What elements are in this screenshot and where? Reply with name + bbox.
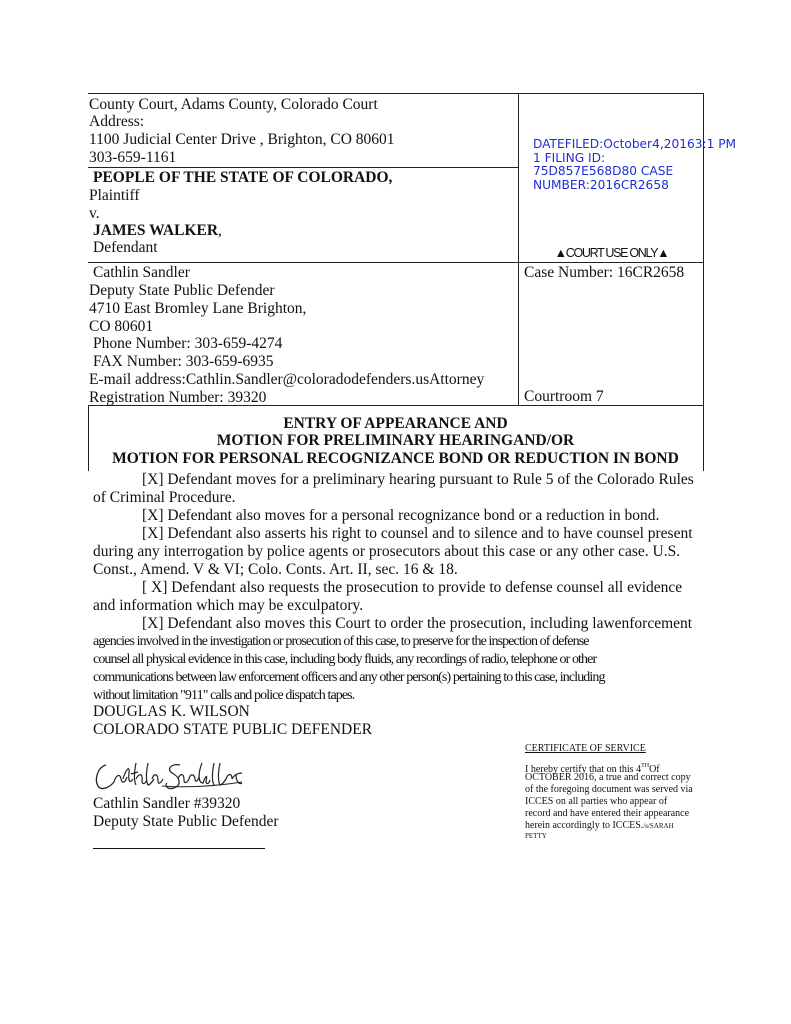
certificate-line: OCTOBER 2016, a true and correct copy xyxy=(525,772,691,783)
filing-stamp-line: 75D857E568D80 CASE xyxy=(533,164,674,178)
motion-paragraph-line: Const., Amend. V & VI; Colo. Conts. Art. II, sec. 16 & 18. xyxy=(93,561,458,578)
court-use-only: ▲COURT USE ONLY▲ xyxy=(554,246,669,260)
motion-paragraph-line: [X] Defendant also moves for a personal recognizance bond or a reduction in bond. xyxy=(142,507,660,524)
motion-paragraph-line: [ X] Defendant also requests the prosecution to provide to defense counsel all evidence xyxy=(142,579,683,596)
motion-paragraph-line: agencies involved in the investigation or prosecution of this case, to preserve for the inspection of defense xyxy=(93,634,589,649)
attorney-line: Deputy State Public Defender xyxy=(89,282,275,299)
caption-divider-1 xyxy=(88,262,704,263)
case-number: Case Number: 16CR2658 xyxy=(524,264,685,281)
public-defender-office: COLORADO STATE PUBLIC DEFENDER xyxy=(93,721,373,738)
certificate-title: CERTIFICATE OF SERVICE xyxy=(525,743,646,754)
certificate-line: record and have entered their appearance xyxy=(525,808,690,819)
certificate-superscript: TH xyxy=(641,763,650,769)
motion-paragraph-line: counsel all physical evidence in this case, including body fluids, any recordings of radio, telephone or other xyxy=(93,652,597,667)
certificate-line xyxy=(525,820,674,832)
motion-paragraph-line: during any interrogation by police agents or prosecutors about this case or any other case. U.S. xyxy=(93,543,681,560)
caption-border-top xyxy=(88,93,704,94)
motion-paragraph-line: and information which may be exculpatory. xyxy=(93,597,364,614)
certificate-line-1-text: I hereby certify that on this 4 xyxy=(525,764,642,775)
attorney-email: E-mail address:Cathlin.Sandler@coloradodefenders.usAttorney xyxy=(89,371,485,388)
party-divider xyxy=(88,167,518,168)
handwritten-signature xyxy=(92,755,252,795)
document-title-line: MOTION FOR PRELIMINARY HEARINGAND/OR xyxy=(216,432,575,449)
attorney-phone: Phone Number: 303-659-4274 xyxy=(93,335,283,352)
filing-stamp xyxy=(533,138,748,192)
court-line: County Court, Adams County, Colorado Court xyxy=(89,96,378,113)
attorney-fax: FAX Number: 303-659-6935 xyxy=(93,353,274,370)
document-title-line: ENTRY OF APPEARANCE AND xyxy=(283,415,508,432)
defendant-name: JAMES WALKER xyxy=(93,222,219,239)
certificate-line-1-end: Of xyxy=(649,764,660,775)
court-line: 1100 Judicial Center Drive , Brighton, CO 80601 xyxy=(89,131,395,148)
attorney-signature-title: Deputy State Public Defender xyxy=(93,813,279,830)
certificate-line: ICCES on all parties who appear of xyxy=(525,796,668,807)
defendant-role: Defendant xyxy=(93,239,158,256)
attorney-registration: Registration Number: 39320 xyxy=(89,389,267,406)
motion-paragraph-line: of Criminal Procedure. xyxy=(93,489,236,506)
certificate-signer: /s/SARAH xyxy=(643,822,674,830)
court-line: 303-659-1161 xyxy=(89,149,177,166)
signature-line xyxy=(93,848,265,849)
certificate-line: of the foregoing document was served via xyxy=(525,784,693,795)
motion-paragraph-line: [X] Defendant also asserts his right to counsel and to silence and to have counsel present xyxy=(142,525,693,542)
motion-paragraph-line: without limitation "911" calls and police dispatch tapes. xyxy=(93,688,355,703)
defendant-comma: , xyxy=(218,222,222,239)
certificate-signer-surname: PETTY xyxy=(525,832,547,840)
document-title-line: MOTION FOR PERSONAL RECOGNIZANCE BOND OR REDUCTION IN BOND xyxy=(112,450,679,467)
filing-stamp-line: 1 FILING ID: xyxy=(533,150,606,165)
certificate-last-line: herein accordingly to ICCES. xyxy=(525,820,644,831)
versus: v. xyxy=(89,205,100,222)
caption-column-divider xyxy=(518,93,519,405)
motion-paragraph-line: [X] Defendant moves for a preliminary hearing pursuant to Rule 5 of the Colorado Rules xyxy=(142,471,694,488)
public-defender-name: DOUGLAS K. WILSON xyxy=(93,703,250,720)
defendant-name-line xyxy=(93,222,222,239)
filing-stamp-line: DATEFILED:October4,20163:1 PM xyxy=(533,137,737,151)
plaintiff-name: PEOPLE OF THE STATE OF COLORADO, xyxy=(93,169,393,186)
motion-paragraph-line: [X] Defendant also moves this Court to order the prosecution, including lawenforcement xyxy=(142,615,693,632)
attorney-line: CO 80601 xyxy=(89,318,154,335)
attorney-signature-name: Cathlin Sandler #39320 xyxy=(93,795,241,812)
motion-paragraph-line: communications between law enforcement officers and any other person(s) pertaining to this case, including xyxy=(93,670,605,685)
attorney-line: 4710 East Bromley Lane Brighton, xyxy=(89,300,307,317)
courtroom: Courtroom 7 xyxy=(524,388,604,405)
court-line: Address: xyxy=(89,113,145,130)
filing-stamp-line: NUMBER:2016CR2658 xyxy=(533,177,669,192)
attorney-line: Cathlin Sandler xyxy=(93,264,190,281)
plaintiff-role: Plaintiff xyxy=(89,187,140,204)
